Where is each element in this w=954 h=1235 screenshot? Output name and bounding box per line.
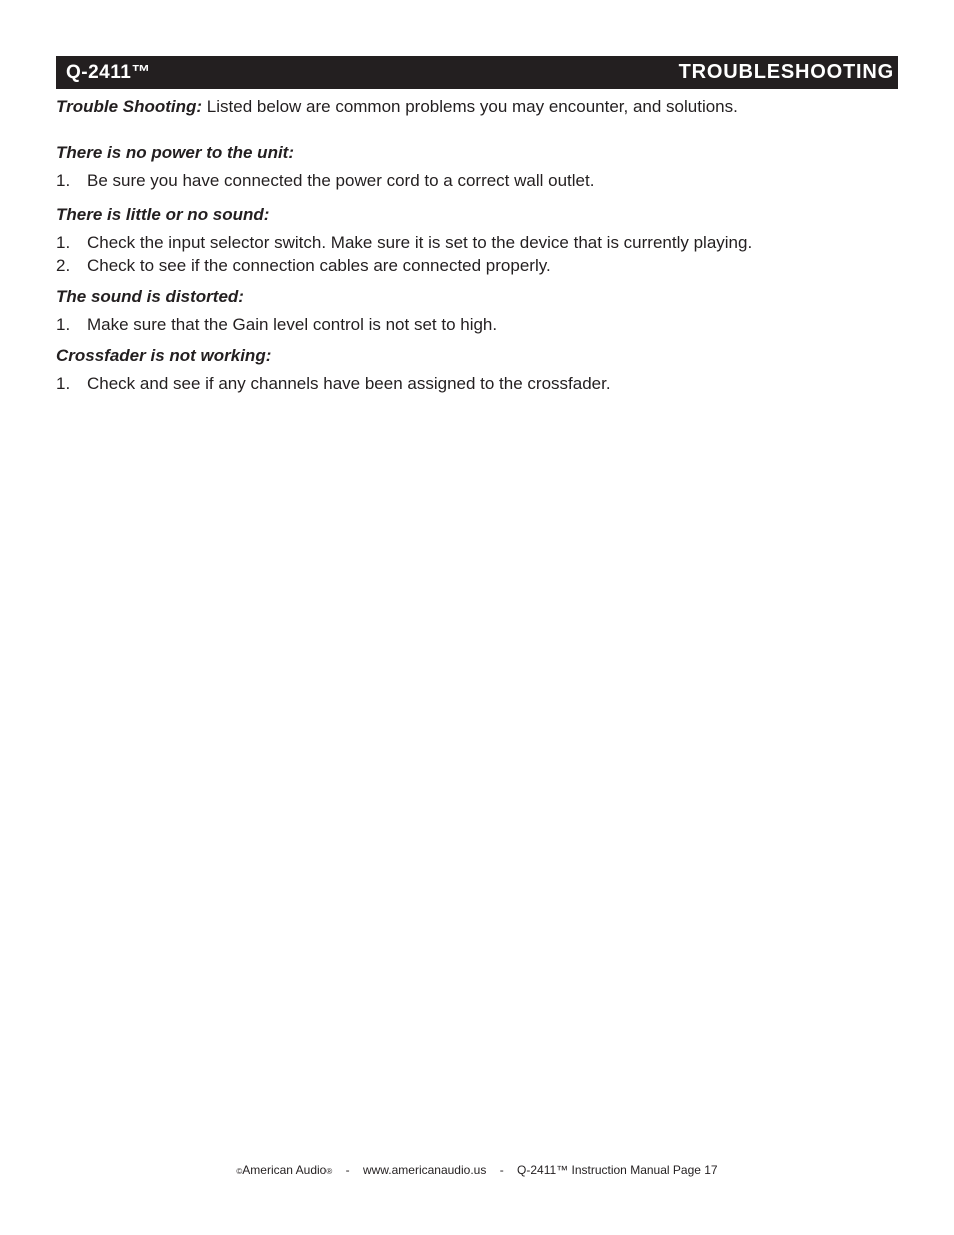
- solution-list: [56, 372, 898, 395]
- solution-text: Be sure you have connected the power cord to a correct wall outlet.: [87, 171, 595, 190]
- footer-manual-page: Q-2411™ Instruction Manual Page 17: [517, 1163, 718, 1177]
- solution-text: Check to see if the connection cables are connected properly.: [87, 256, 551, 275]
- footer-company: American Audio: [242, 1163, 327, 1177]
- intro-paragraph: [56, 97, 738, 117]
- problem-title: There is no power to the unit:: [56, 143, 294, 162]
- solution-text: Make sure that the Gain level control is not set to high.: [87, 315, 498, 334]
- problem-title: Crossfader is not working:: [56, 346, 272, 365]
- solution-text: Check and see if any channels have been assigned to the crossfader.: [87, 374, 611, 393]
- solution-text: Check the input selector switch. Make sure it is set to the device that is currently playing.: [87, 233, 753, 252]
- solution-list: [56, 169, 898, 192]
- problem-no-power: [56, 143, 898, 192]
- section-title: TROUBLESHOOTING: [678, 61, 894, 83]
- registered-symbol: ®: [326, 1167, 333, 1176]
- problem-title: The sound is distorted:: [56, 287, 244, 306]
- problem-no-sound: [56, 205, 898, 277]
- solution-item: [56, 372, 898, 395]
- intro-lead: Trouble Shooting:: [56, 97, 203, 116]
- problem-distorted: [56, 287, 898, 336]
- footer-website: www.americanaudio.us: [362, 1163, 487, 1177]
- problem-title: There is little or no sound:: [56, 205, 270, 224]
- solution-list: [56, 231, 898, 277]
- solution-item: [56, 313, 898, 336]
- solution-number: 1.: [56, 374, 71, 393]
- footer-separator: -: [345, 1163, 350, 1177]
- model-name: Q-2411™: [66, 61, 151, 83]
- problem-crossfader: [56, 346, 898, 395]
- solution-list: [56, 313, 898, 336]
- solution-item: [56, 169, 898, 192]
- solution-number: 1.: [56, 171, 71, 190]
- solution-number: 1.: [56, 233, 71, 252]
- footer-separator: -: [499, 1163, 504, 1177]
- page-footer: [0, 1163, 954, 1177]
- solution-number: 2.: [56, 256, 71, 275]
- header-bar: [56, 56, 898, 89]
- solution-item: [56, 254, 898, 277]
- intro-text: Listed below are common problems you may encounter, and solutions.: [206, 97, 738, 116]
- solution-number: 1.: [56, 315, 71, 334]
- copyright-symbol: ©: [236, 1167, 243, 1176]
- solution-item: [56, 231, 898, 254]
